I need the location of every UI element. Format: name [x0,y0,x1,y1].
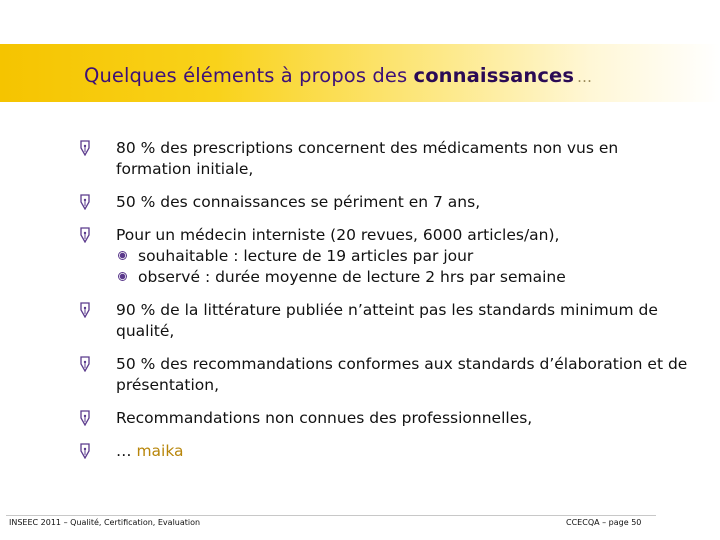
pen-nib-icon [78,302,92,318]
list-item [78,441,688,462]
list-item-text: 50 % des connaissances se périment en 7 ans, [116,193,481,211]
ellipsis-text: … [116,442,137,460]
bullet-list [78,138,688,474]
list-item [78,354,688,396]
list-item-text: 90 % de la littérature publiée n’atteint pas les standards minimum de qualité, [116,301,658,340]
pen-nib-icon [78,140,92,156]
title-start: Quelques éléments à propos des [84,64,414,87]
list-item-text: 80 % des prescriptions concernent des médicaments non vus en formation initiale, [116,139,619,178]
sub-list-item-text: observé : durée moyenne de lecture 2 hrs par semaine [138,268,566,286]
list-item [78,408,688,429]
footer-right: CCECQA – page 50 [566,518,642,527]
list-item-text: 50 % des recommandations conformes aux standards d’élaboration et de présentation, [116,355,688,394]
accent-text: maika [136,442,184,460]
pen-nib-icon [78,227,92,243]
footer-left: INSEEC 2011 – Qualité, Certification, Evaluation [9,518,201,527]
sub-list-item [116,246,688,267]
pen-nib-icon [78,356,92,372]
list-item-text: Recommandations non connues des professionnelles, [116,409,533,427]
sub-list-item [116,267,688,288]
pen-nib-icon [78,194,92,210]
pen-nib-icon [78,410,92,426]
page-title [84,64,592,87]
list-item-text: Pour un médecin interniste (20 revues, 6000 articles/an), [116,226,560,244]
radio-dot-icon [118,251,127,260]
pen-nib-icon [78,443,92,459]
footer-divider [6,515,656,516]
list-item [78,225,688,288]
title-ellipsis: … [577,68,593,86]
list-item-text [116,441,688,462]
list-item [78,300,688,342]
radio-dot-icon [118,272,127,281]
title-strong: connaissances [413,64,575,87]
sub-list-item-text: souhaitable : lecture de 19 articles par jour [138,247,474,265]
list-item [78,138,688,180]
list-item [78,192,688,213]
